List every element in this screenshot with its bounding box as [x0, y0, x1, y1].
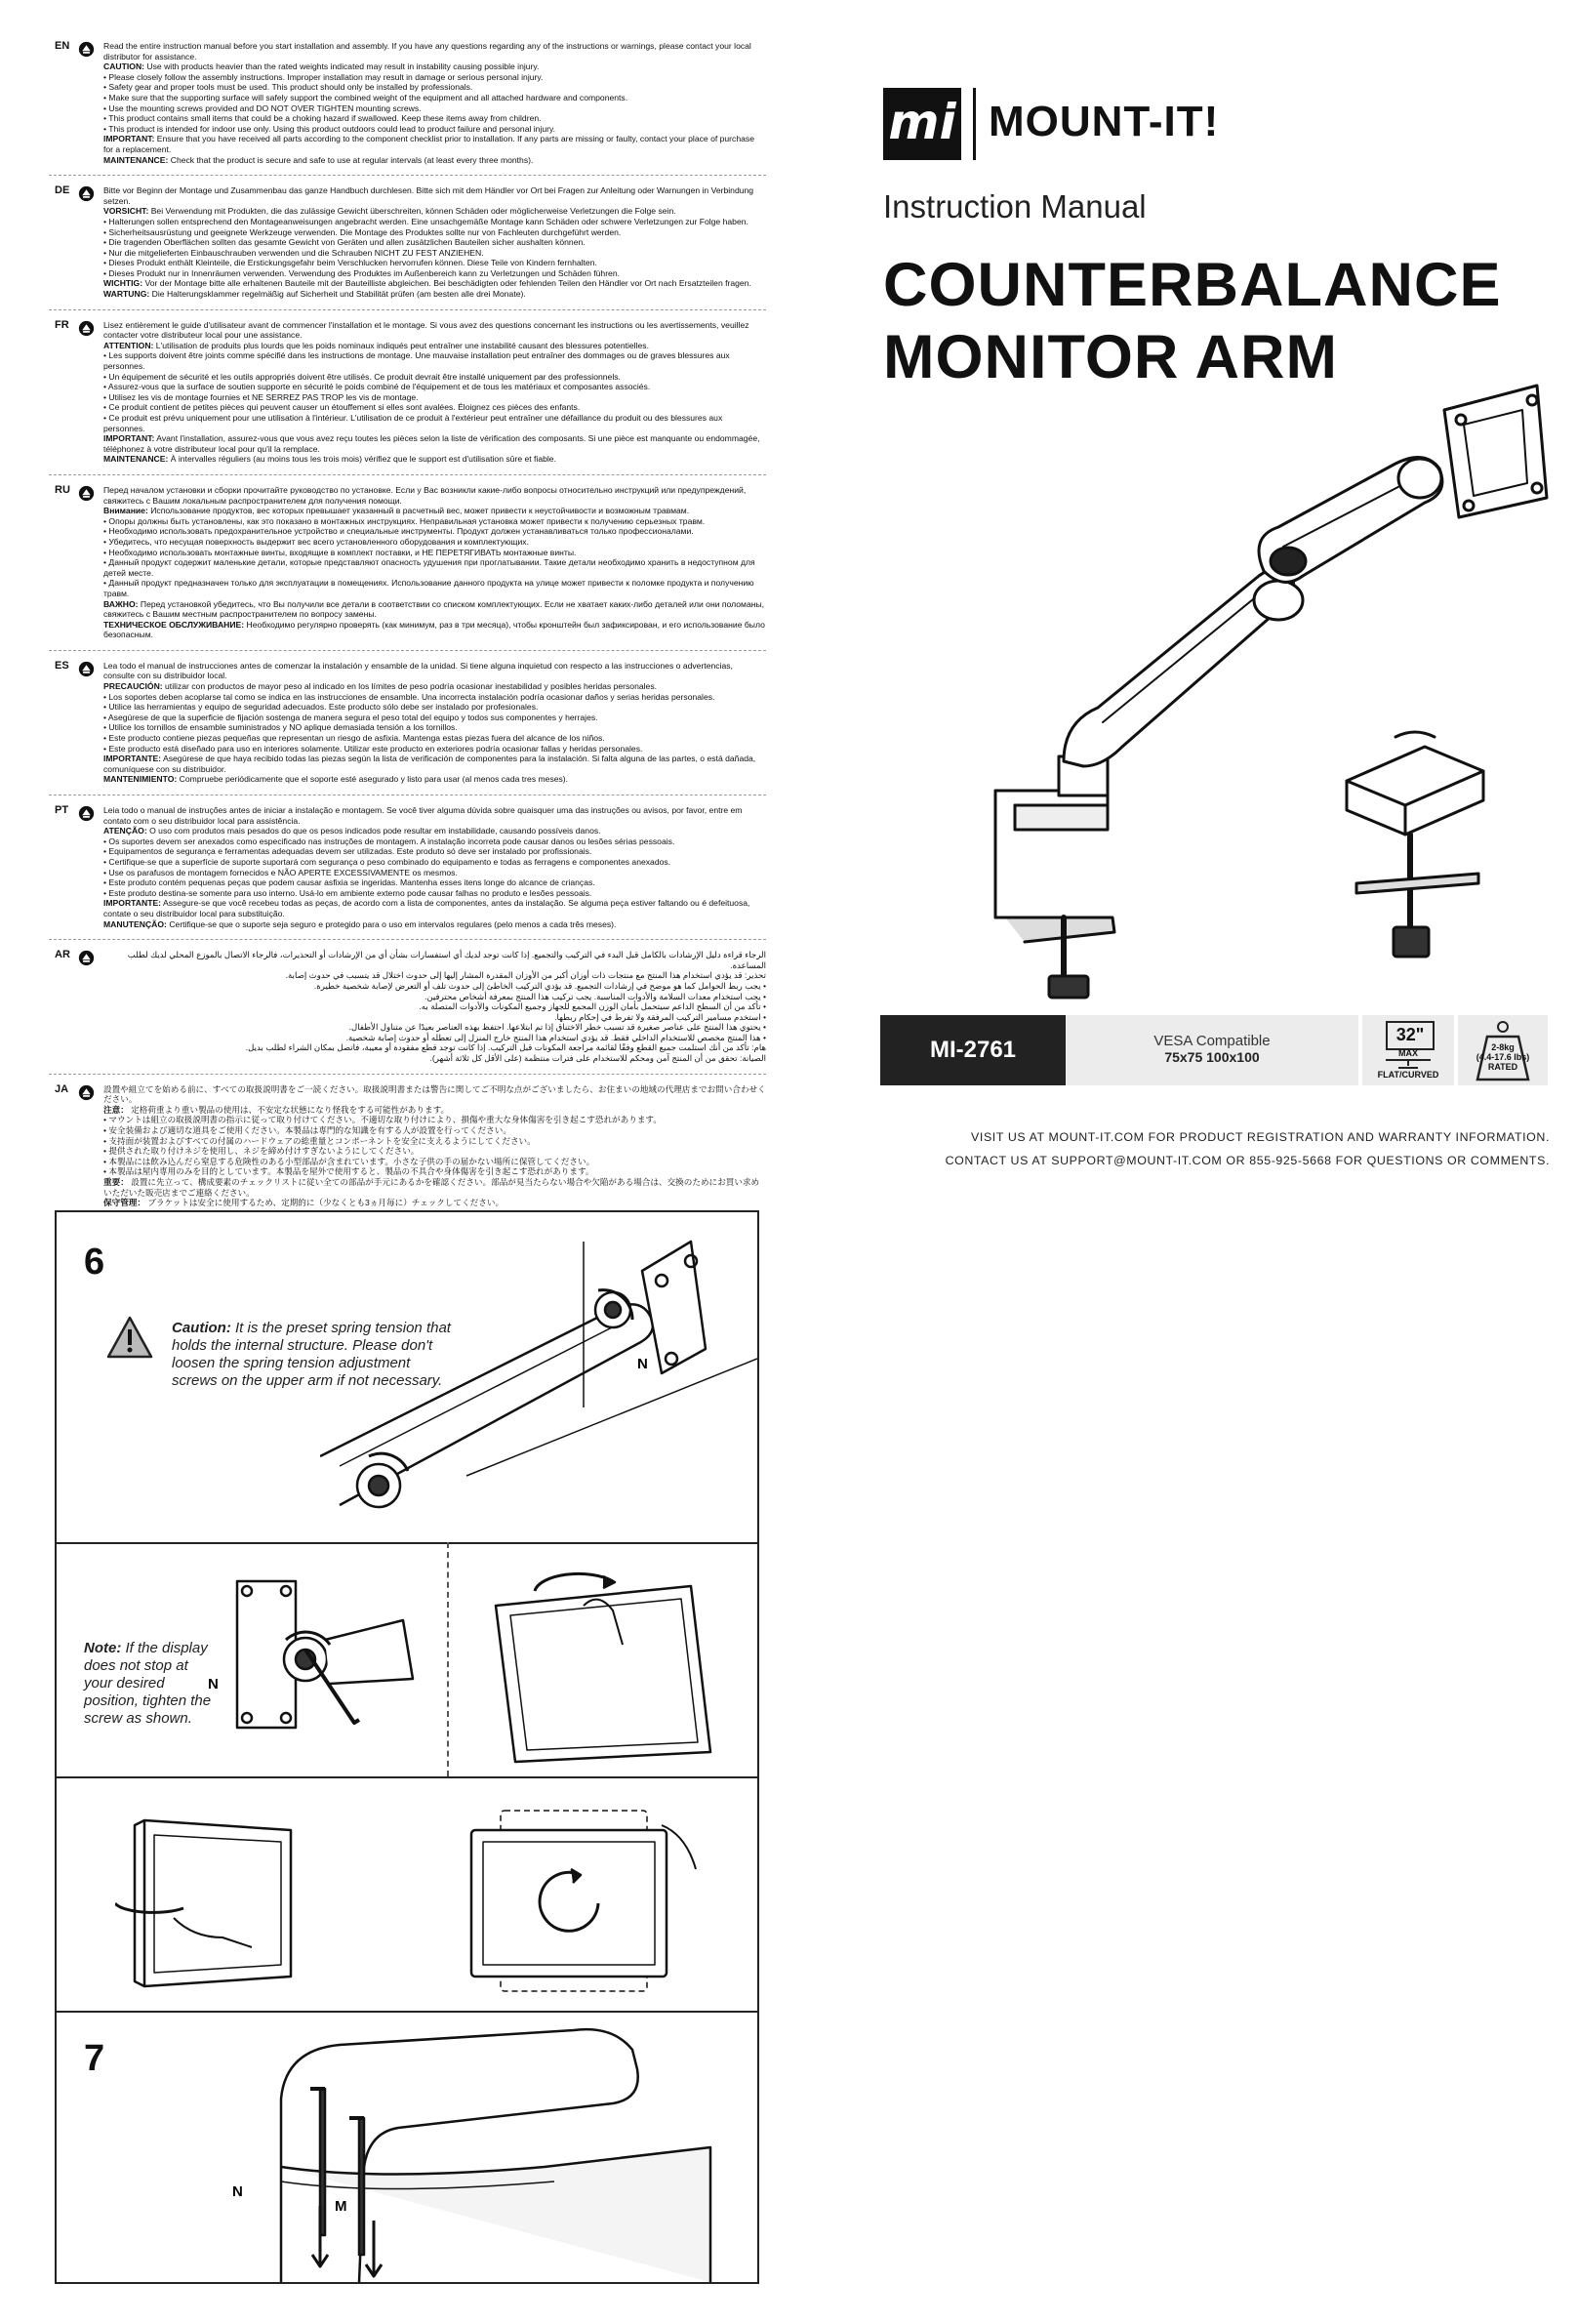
warning-item: • Utilice las herramientas y equipo de seguridad adecuados. Este producto sólo debe ser instalado por profesionales. — [103, 702, 766, 713]
warning-line: • تأكد من أن السطح الداعم سيتحمل بأمان الوزن المجمع للجهاز وجميع المكونات والأدوات المتصلة به. — [419, 1001, 766, 1012]
maintenance-text: ブラケットは安全に使用するため、定期的に（少なくとも3ヵ月毎に）チェックしてください。 — [147, 1198, 505, 1208]
brand-logo — [883, 88, 1547, 166]
warning-item: • Убедитесь, что несущая поверхность выдержит вес всего установленного оборудования и комплектующих. — [103, 537, 766, 548]
caution-triangle-icon — [105, 1315, 154, 1360]
warning-list — [103, 836, 766, 899]
title-line: MONITOR ARM — [883, 323, 1338, 391]
weight-range: 2-8kg — [1491, 1042, 1515, 1052]
monitor-arm-illustration — [937, 371, 1561, 1005]
spec-bar — [880, 1015, 1548, 1085]
warning-item: • 本製品には飲み込んだら窒息する危険性のある小型部品が含まれています。小さな子供の手の届かない場所に保管してください。 — [103, 1157, 766, 1167]
warning-line: • يحتوي هذا المنتج على عناصر صغيرة قد تسبب خطر الاختناق إذا تم ابتلاعها. احتفظ بهذه العناصر بعيدًا عن متناول الأطفال. — [348, 1022, 766, 1033]
warning-item: • Please closely follow the assembly instructions. Improper installation may result in damage or serious personal injury. — [103, 72, 766, 83]
warning-item: • This product contains small items that could be a choking hazard if swallowed. Keep these items away from children. — [103, 113, 766, 124]
caution-label: VORSICHT: — [103, 206, 149, 217]
warning-item: • 本製品は屋内専用のみを目的としています。本製品を屋外で使用すると、製品の不具合や身体傷害を引き起こす恐れがあります。 — [103, 1166, 766, 1177]
warning-item: • Assurez-vous que la surface de soutien supporte en sécurité le poids combiné de l'équipement et de tous les matériaux et composantes associés. — [103, 382, 766, 392]
label-n: N — [232, 2183, 243, 2200]
warning-item: • Make sure that the supporting surface will safely support the combined weight of the equipment and all attached hardware and components. — [103, 93, 766, 103]
warning-list — [103, 516, 766, 599]
warning-item: • Ce produit contient de petites pièces qui peuvent causer un étouffement si elles sont avalées. Éloignez ces pièces des enfants. — [103, 402, 766, 413]
contact-info — [878, 1125, 1550, 1172]
monitor-rotate-illustration — [452, 1791, 706, 2001]
maintenance-label: MAINTENANCE: — [103, 454, 169, 465]
panel-divider — [447, 1542, 451, 1776]
label-m: M — [335, 2198, 347, 2215]
warning-list — [103, 217, 766, 279]
manual-warning-icon — [78, 950, 95, 966]
step-number: 7 — [84, 2038, 105, 2079]
label-n: N — [208, 1676, 219, 1692]
caution-label: CAUTION: — [103, 61, 145, 72]
warning-item: • Необходимо использовать предохранительное устройство и специальные инструменты. Продукт должен устанавливаться только профессионалами. — [103, 526, 766, 537]
manual-warning-icon — [78, 41, 95, 58]
maintenance-label: ТЕХНИЧЕСКОЕ ОБСЛУЖИВАНИЕ: — [103, 619, 245, 630]
caution-label: ATTENTION: — [103, 340, 154, 350]
monitor-swivel-illustration — [115, 1791, 359, 2001]
caution-text: utilizar con productos de mayor peso al indicado en los límites de peso podría ocasionar inestabilidad y posibles heridas personales. — [165, 681, 658, 692]
manual-warning-icon — [78, 320, 95, 337]
language-code: PT — [55, 804, 69, 816]
warning-intro: Leia todo o manual de instruções antes de iniciar a instalação e montagem. Se você tiver alguma dúvida sobre quaisquer uma das instruções ou avisos, por favor, entre em contato com o seu distribuidor local para assistência. — [103, 805, 743, 826]
warning-block-ru — [49, 485, 766, 651]
warning-intro: Перед началом установки и сборки прочитайте руководство по установке. Если у Вас возникли какие-либо вопросы относительно инструкций или предупреждений, свяжитесь с Вашим локальным распространителем для получения помощи. — [103, 484, 747, 506]
brand-name: MOUNT-IT! — [989, 98, 1220, 145]
arabic-warning-text — [103, 950, 766, 1064]
warning-item: • Este produto destina-se somente para uso interno. Usá-lo em ambiente externo pode causar falhas no produto e lesões pessoais. — [103, 888, 766, 899]
important-text: Asegúrese de que haya recibido todas las piezas según la lista de verificación de componentes para la instalación. Si falta alguna de las partes, o está dañada, comuníquese con su distribuidor. — [103, 754, 756, 774]
warning-item: • Asegúrese de que la superficie de fijación sostenga de manera segura el peso total del equipo y todos sus componentes y herrajes. — [103, 713, 766, 723]
warning-item: • Use os parafusos de montagem fornecidos e NÃO APERTE EXCESSIVAMENTE os mesmos. — [103, 868, 766, 878]
caution-note-text: It is the preset spring tension that holds the internal structure. Please don't loosen the spring tension adjustment screws on the upper arm if not necessary. — [172, 1320, 451, 1389]
label-n: N — [637, 1356, 648, 1372]
instruction-steps — [55, 1210, 759, 2284]
weight-lbs: (4.4-17.6 lbs) — [1476, 1052, 1530, 1062]
vesa-compatibility — [1066, 1015, 1358, 1085]
screen-size-badge — [1362, 1015, 1454, 1085]
maintenance-text: Die Halterungsklammer regelmäßig auf Sicherheit und Stabilität prüfen (am besten alle drei Monate). — [151, 289, 526, 300]
important-label: IMPORTANTE: — [103, 754, 162, 764]
maintenance-text: Compruebe periódicamente que el soporte esté asegurado y listo para usar (al menos cada tres meses). — [179, 774, 569, 785]
warning-item: • Dieses Produkt nur in Innenräumen verwenden. Verwendung des Produktes im Außenbereich kann zu Verletzungen und Schäden führen. — [103, 268, 766, 279]
warning-item: • Use the mounting screws provided and DO NOT OVER TIGHTEN mounting screws. — [103, 103, 766, 114]
warning-item: • Utilice los tornillos de ensamble suministrados y NO aplique demasiada tensión a los tornillos. — [103, 722, 766, 733]
warning-intro: Bitte vor Beginn der Montage und Zusammenbau das ganze Handbuch durchlesen. Bitte sich mit dem Händler vor Ort bei Fragen zur Anleitung oder Warnungen in Verbindung setzen. — [103, 185, 754, 206]
warning-block-ja — [49, 1084, 766, 1218]
warning-item: • Certifique-se que a superfície de suporte suportará com segurança o peso combinado do equipamento e todas as ferragens e componentes anexados. — [103, 857, 766, 868]
manual-warning-icon — [78, 185, 95, 202]
warning-item: • Die tragenden Oberflächen sollten das gesamte Gewicht von Geräten und allen zusätzlichen Bauteilen sicher aushalten können. — [103, 237, 766, 248]
cable-cover-illustration — [203, 2011, 749, 2282]
step-7-panel — [57, 2011, 757, 2282]
brand-mark: mi — [883, 88, 961, 160]
vesa-label: VESA Compatible — [1153, 1033, 1271, 1049]
monitor-tilt-illustration — [466, 1557, 740, 1767]
multilingual-warnings — [49, 41, 766, 1228]
step-number: 6 — [84, 1242, 105, 1283]
warning-block-es — [49, 661, 766, 795]
manual-warning-icon — [78, 661, 95, 677]
screen-size-value: 32" — [1386, 1021, 1435, 1050]
warning-item: • Os suportes devem ser anexados como especificado nas instruções de montagem. A instalação incorreta pode causar danos ou lesões sérias pessoais. — [103, 836, 766, 847]
spring-tension-illustration — [320, 1212, 757, 1540]
language-code: DE — [55, 184, 70, 197]
screen-type: FLAT/CURVED — [1377, 1070, 1439, 1080]
warning-line: • هذا المنتج مخصص للاستخدام الداخلي فقط. قد يؤدي استخدام هذا المنتج خارج المنزل إلى تعطله أو حدوث إصابة شخصية. — [345, 1032, 766, 1042]
maintenance-label: MANUTENÇÃO: — [103, 918, 167, 929]
important-text: Vor der Montage bitte alle erhaltenen Bauteile mit der Bauteilliste abgleichen. Bei beschädigten oder fehlenden Teilen den Händler vor Ort nach Ersatzteilen fragen. — [144, 278, 751, 289]
important-text: Ensure that you have received all parts according to the component checklist prior to installation. If any parts are missing or faulty, contact your place of purchase for a replacement. — [103, 134, 754, 154]
warning-item: • Данный продукт предназначен только для эксплуатации в помещениях. Использование данного продукта на улице может привести к поломке продукта и получению травм. — [103, 578, 766, 598]
caution-text: O uso com produtos mais pesados do que os pesos indicados pode resultar em instabilidade, causando possíveis danos. — [149, 826, 601, 836]
caution-note-label: Caution: — [172, 1320, 231, 1336]
weight-rated: RATED — [1487, 1062, 1518, 1072]
caution-text: Bei Verwendung mit Produkten, die das zulässige Gewicht überschreiten, können Schäden oder möglicherweise Verletzungen die Folge sein. — [150, 206, 676, 217]
vesa-sizes: 75x75 100x100 — [1164, 1049, 1260, 1065]
language-code: RU — [55, 483, 70, 496]
model-number: MI-2761 — [880, 1015, 1066, 1085]
caution-text: L'utilisation de produits plus lourds que les poids nominaux indiqués peut entraîner une instabilité causant des blessures potentielles. — [155, 340, 649, 350]
warning-item: • Safety gear and proper tools must be used. This product should only be installed by professionals. — [103, 82, 766, 93]
important-label: IMPORTANT: — [103, 134, 155, 144]
important-label: WICHTIG: — [103, 278, 143, 289]
step-6-panel — [57, 1212, 757, 1544]
tension-note — [84, 1640, 221, 1728]
important-label: IMPORTANTE: — [103, 898, 162, 909]
warning-item: • Este produto contém pequenas peças que podem causar asfixia se ingeridas. Mantenha esses itens longe do alcance de crianças. — [103, 877, 766, 888]
warning-item: • Un équipement de sécurité et les outils appropriés doivent être utilisés. Ce produit devrait être installé uniquement par des professionnels. — [103, 372, 766, 383]
language-code: AR — [55, 949, 70, 961]
warning-line: • استخدم مسامير التركيب المرفقة ولا تفرط في إحكام ربطها. — [554, 1011, 766, 1022]
important-text: Avant l'installation, assurez-vous que vous avez reçu toutes les pièces selon la liste de vérification des composants. Si une pièce est manquante ou endommagée, téléphonez à votre distributeur local pour qu'il la remplace. — [103, 433, 760, 454]
manual-warning-icon — [78, 805, 95, 822]
warning-item: • Dieses Produkt enthält Kleinteile, die Erstickungsgefahr beim Verschlucken hervorrufen können. Diese Teile von Kindern fernhalten. — [103, 258, 766, 268]
registration-line: VISIT US AT MOUNT-IT.COM FOR PRODUCT REGISTRATION AND WARRANTY INFORMATION. — [971, 1130, 1550, 1144]
warning-list — [103, 350, 766, 433]
important-text: Перед установкой убедитесь, что Вы получили все детали в соответствии со списком комплектующих. Если не хватает каких-либо деталей или они поломаны, свяжитесь с Вашим местным распространителем по вопросу замены. — [103, 598, 765, 620]
warning-item: • Данный продукт содержит маленькие детали, которые представляют опасность удушения при проглатывании. Такие детали необходимо хранить в недоступном для детей месте. — [103, 557, 766, 578]
warning-item: • 安全装備および適切な道具をご使用ください。本製品は専門的な知識を有する人が設置を行ってください。 — [103, 1125, 766, 1136]
warning-line: • يجب ربط الحوامل كما هو موضح في إرشادات التجميع. قد يؤدي التركيب الخاطئ إلى حدوث تلف أو التعرض لإصابة شخصية خطيرة. — [313, 980, 766, 991]
warning-item: • Halterungen sollen entsprechend den Montageanweisungen angebracht werden. Eine unsachgemäße Montage kann Schäden oder schwere Verletzungen zur Folge haben. — [103, 217, 766, 227]
warning-item: • Опоры должны быть установлены, как это показано в монтажных инструкциях. Неправильная установка может привести к получению серьезных травм. — [103, 516, 766, 527]
caution-label: PRECAUCIÓN: — [103, 681, 163, 692]
warning-block-en — [49, 41, 766, 176]
logo-divider — [973, 88, 976, 160]
warning-line: هام: تأكد من أنك استلمت جميع القطع وفقًا لقائمة مراجعة المكونات قبل التركيب. إذا كانت توجد قطع مفقودة أو معيبة، فاتصل بمكان الشراء لطلب بديل. — [245, 1042, 766, 1053]
language-code: FR — [55, 318, 69, 331]
weight-rating — [1458, 1042, 1548, 1072]
warning-line: الرجاء قراءة دليل الإرشادات بالكامل قبل البدء في التركيب والتجميع. إذا كانت توجد لديك أي استفسارات بشأن أي من الإرشادات أو التحذيرات، فالرجاء الاتصال بالموزع المحلي لديك لطلب المساعدة. — [127, 950, 766, 970]
warning-line: الصيانة: تحقق من أن المنتج آمن ومحكم للاستخدام على فترات منتظمة (على الأقل كل ثلاثة أشهر). — [429, 1053, 766, 1064]
important-text: Assegure-se que você recebeu todas as peças, de acordo com a lista de componentes, antes da instalação. Se alguma peça estiver faltando ou é defeituosa, contate o seu distribuidor local para substituição. — [103, 898, 750, 918]
monitor-stand-icon — [1384, 1058, 1433, 1070]
caution-label: 注意： — [103, 1104, 129, 1115]
caution-text: Use with products heavier than the rated weights indicated may result in instability causing possible injury. — [146, 61, 540, 72]
warning-intro: 設置や組立てを始める前に、すべての取扱説明書をご一読ください。取扱説明書または警告に関してご不明な点がございましたら、お住まいの地域の代理店までお問い合わせください。 — [103, 1083, 766, 1105]
warning-item: • Este producto está diseñado para uso en interiores solamente. Utilizar este producto en exteriores podría ocasionar fallas y heridas personales. — [103, 744, 766, 754]
warning-intro: Lea todo el manual de instrucciones antes de comenzar la instalación y ensamble de la unidad. Si tiene alguna inquietud con respecto a las instrucciones o advertencias, consulte con su distribuidor local. — [103, 660, 733, 681]
language-code: JA — [55, 1082, 69, 1095]
warning-item: • Ce produit est prévu uniquement pour une utilisation à l'intérieur. L'utilisation de ce produit à l'extérieur peut entraîner une défaillance du produit ou des blessures aux personnes. — [103, 413, 766, 433]
caution-text: Использование продуктов, вес которых превышает указанный в расчетный вес, может привести к неустойчивости и возможным травмам. — [150, 506, 690, 516]
warning-list — [103, 692, 766, 754]
maintenance-label: MANTENIMIENTO: — [103, 774, 178, 785]
manual-warning-icon — [78, 485, 95, 502]
document-subtitle: Instruction Manual — [883, 188, 1147, 224]
warning-item: • Utilisez les vis de montage fournies et NE SERREZ PAS TROP les vis de montage. — [103, 392, 766, 403]
warning-block-ar — [49, 950, 766, 1075]
important-label: ВАЖНО: — [103, 598, 139, 609]
important-text: 設置に先立って、構成要素のチェックリストに従い全ての部品が手元にあるかを確認ください。部品が見当たらない場合や欠陥がある場合は、交換のためにお買い求めいただいた販売店までご連絡ください。 — [103, 1177, 760, 1198]
warning-item: • Los soportes deben acoplarse tal como se indica en las instrucciones de ensamble. Una incorrecta instalación podría ocasionar daños y serias heridas personales. — [103, 692, 766, 703]
warning-list — [103, 72, 766, 135]
caution-label: ATENÇÃO: — [103, 826, 147, 836]
language-code: ES — [55, 659, 69, 672]
warning-item: • 支持面が装置およびすべての付属のハードウェアの総重量とコンポーネントを安全に支えるようにしてください。 — [103, 1136, 766, 1147]
warning-item: • マウントは組立の取扱説明書の指示に従って取り付けてください。不適切な取り付けにより、損傷や重大な身体傷害を引き起こす恐れがあります。 — [103, 1115, 766, 1125]
warning-intro: Read the entire instruction manual before you start installation and assembly. If you have any questions regarding any of the instructions or warnings, please contact your local distributor for assistance. — [103, 41, 751, 61]
warning-item: • This product is intended for indoor use only. Using this product outdoors could lead to product failure and personal injury. — [103, 124, 766, 135]
warning-item: • Este producto contiene piezas pequeñas que representan un riesgo de asfixia. Mantenga estas piezas fuera del alcance de los niños. — [103, 733, 766, 744]
caution-label: Внимание: — [103, 506, 148, 516]
warning-item: • Sicherheitsausrüstung und geeignete Werkzeuge verwenden. Die Montage des Produktes sollte nur von Fachleuten durchgeführt werden. — [103, 227, 766, 238]
weight-capacity-badge — [1458, 1015, 1548, 1085]
warning-intro: Lisez entièrement le guide d'utilisateur avant de commencer l'installation et le montage. Si vous avez des questions concernant les instructions ou les avertissements, veuillez contacter votre distributeur local pour une assistance. — [103, 319, 749, 341]
warning-block-fr — [49, 320, 766, 475]
screen-size-max: MAX — [1398, 1048, 1418, 1058]
important-label: 重要： — [103, 1177, 129, 1187]
rotate-panel — [57, 1776, 757, 2013]
language-code: EN — [55, 40, 70, 52]
warning-block-pt — [49, 805, 766, 940]
manual-warning-icon — [78, 1084, 95, 1101]
note-text: If the display does not stop at your desired position, tighten the screw as shown. — [84, 1640, 212, 1727]
warning-item: • Les supports doivent être joints comme spécifié dans les instructions de montage. Une mauvaise installation peut entraîner des dommages ou de graves blessures aux personnes. — [103, 350, 766, 371]
warning-item: • Equipamentos de segurança e ferramentas adequadas devem ser utilizadas. Este produto só deve ser instalado por profissionais. — [103, 846, 766, 857]
warning-item: • Nur die mitgelieferten Einbauschrauben verwenden und die Schrauben NICHT ZU FEST ANZIEHEN. — [103, 248, 766, 259]
caution-text: 定格荷重より重い製品の使用は、不安定な状態になり怪我をする可能性があります。 — [131, 1104, 450, 1115]
maintenance-text: Необходимо регулярно проверять (как минимум, раз в три месяца), чтобы кронштейн был зафиксирован, и его использование было безопасным. — [103, 619, 765, 640]
warning-line: تحذير: قد يؤدي استخدام هذا المنتج مع منتجات ذات أوزان أكبر من الأوزان المقدرة المشار إليها إلى حدوث اختلال قد يتسبب في حدوث إصابة. — [285, 970, 766, 981]
warning-item: • Необходимо использовать монтажные винты, входящие в комплект поставки, и НЕ ПЕРЕТЯГИВАТЬ монтажные винты. — [103, 548, 766, 558]
support-line: CONTACT US AT SUPPORT@MOUNT-IT.COM OR 855-925-5668 FOR QUESTIONS OR COMMENTS. — [945, 1154, 1550, 1167]
title-line: COUNTERBALANCE — [883, 251, 1502, 319]
maintenance-text: Check that the product is secure and safe to use at regular intervals (at least every three months). — [170, 154, 534, 165]
warning-item: • 提供された取り付けネジを使用し、ネジを締め付けすぎないようにしてください。 — [103, 1146, 766, 1157]
maintenance-text: Certifique-se que o suporte seja seguro e protegido para o uso em intervalos regulares (pelo menos a cada três meses). — [169, 918, 617, 929]
warning-block-de — [49, 185, 766, 310]
warning-list — [103, 1115, 766, 1177]
note-label: Note: — [84, 1640, 122, 1656]
maintenance-text: À intervalles réguliers (au moins tous les trois mois) vérifiez que le support est d'utilisation sûre et fiable. — [170, 454, 556, 465]
maintenance-label: MAINTENANCE: — [103, 154, 169, 165]
maintenance-label: 保守管理： — [103, 1198, 145, 1208]
warning-line: • يجب استخدام معدات السلامة والأدوات المناسبة. يجب تركيب هذا المنتج بمعرفة أشخاص محترفين. — [425, 991, 766, 1001]
tilt-screw-illustration — [208, 1552, 432, 1767]
important-label: IMPORTANT: — [103, 433, 155, 444]
maintenance-label: WARTUNG: — [103, 289, 150, 300]
tilt-adjust-panel — [57, 1542, 757, 1778]
